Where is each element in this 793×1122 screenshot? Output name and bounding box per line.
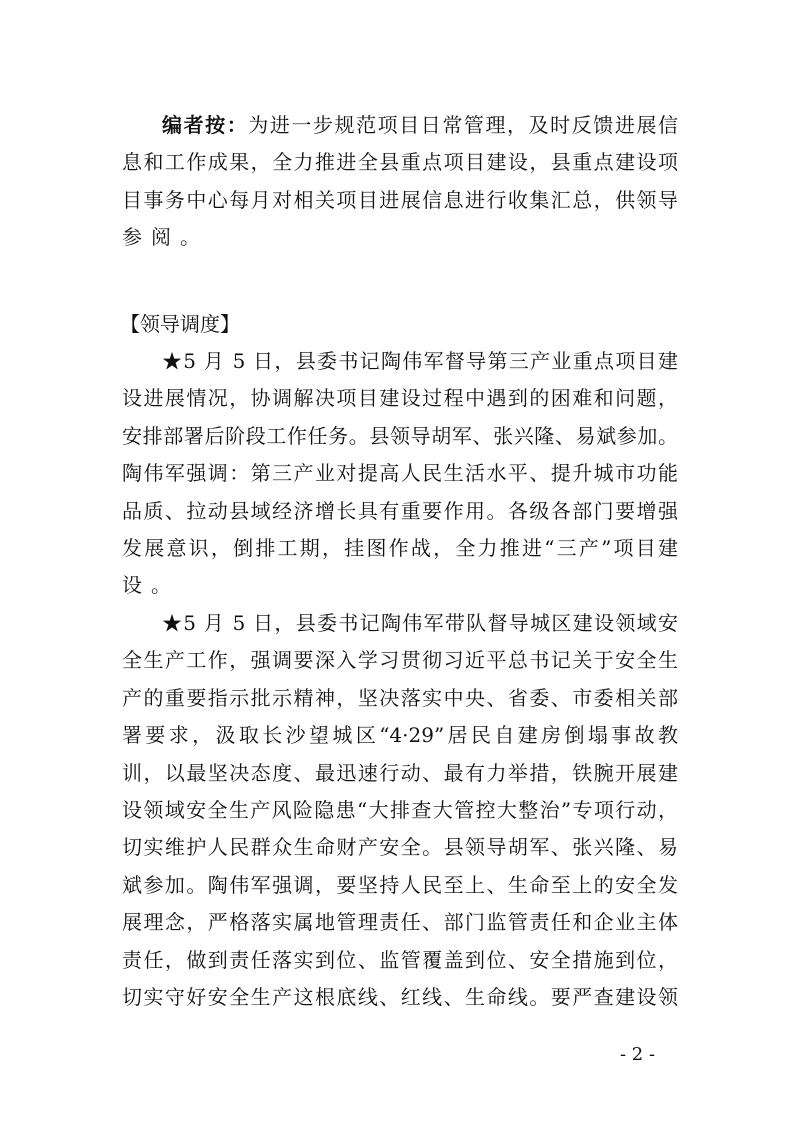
editor-note-line-1: 编者按：为进一步规范项目日常管理，及时反馈进展信 — [162, 113, 679, 137]
paragraph-line: 设进展情况，协调解决项目建设过程中遇到的困难和问题， — [122, 386, 678, 411]
editor-note-label: 编者按： — [162, 113, 249, 137]
paragraph-line: 设。 — [122, 573, 180, 598]
paragraph-line: 设领域安全生产风险隐患“大排查大管控大整治”专项行动， — [122, 797, 678, 822]
paragraph-line: 全生产工作，强调要深入学习贯彻习近平总书记关于安全生 — [122, 648, 678, 673]
paragraph-line: ★5 月 5 日，县委书记陶伟军带队督导城区建设领域安 — [162, 611, 678, 635]
page-number: - 2 - — [620, 1044, 656, 1065]
paragraph-line: 责任，做到责任落实到位、监管覆盖到位、安全措施到位， — [122, 947, 678, 972]
paragraph-line: 切实守好安全生产这根底线、红线、生命线。要严查建设领 — [122, 984, 678, 1009]
editor-note-line-3: 目事务中心每月对相关项目进展信息进行收集汇总，供领导 — [122, 187, 678, 212]
section-heading: 【领导调度】 — [120, 312, 240, 336]
paragraph-line: ★5 月 5 日，县委书记陶伟军督导第三产业重点项目建 — [162, 349, 678, 373]
paragraph-line: 安排部署后阶段工作任务。县领导胡军、张兴隆、易斌参加。 — [122, 423, 678, 448]
paragraph-2 — [122, 605, 678, 1016]
paragraph-line: 发展意识，倒排工期，挂图作战，全力推进“三产”项目建 — [122, 535, 678, 560]
editor-note-line-2: 息和工作成果，全力推进全县重点项目建设，县重点建设项 — [122, 150, 678, 175]
paragraph-line: 品质、拉动县域经济增长具有重要作用。各级各部门要增强 — [122, 498, 678, 523]
paragraph-line: 产的重要指示批示精神，坚决落实中央、省委、市委相关部 — [122, 685, 678, 710]
paragraph-line: 斌参加。陶伟军强调，要坚持人民至上、生命至上的安全发 — [122, 872, 678, 897]
editor-note — [122, 107, 678, 257]
paragraph-line: 陶伟军强调：第三产业对提高人民生活水平、提升城市功能 — [122, 461, 678, 486]
editor-note-line-4: 参阅。 — [122, 225, 209, 250]
paragraph-line: 展理念，严格落实属地管理责任、部门监管责任和企业主体 — [122, 910, 678, 935]
paragraph-1 — [122, 343, 678, 605]
paragraph-line: 署要求，汲取长沙望城区“4·29”居民自建房倒塌事故教 — [122, 723, 678, 748]
paragraph-line: 切实维护人民群众生命财产安全。县领导胡军、张兴隆、易 — [122, 835, 678, 860]
paragraph-line: 训，以最坚决态度、最迅速行动、最有力举措，铁腕开展建 — [122, 760, 678, 785]
